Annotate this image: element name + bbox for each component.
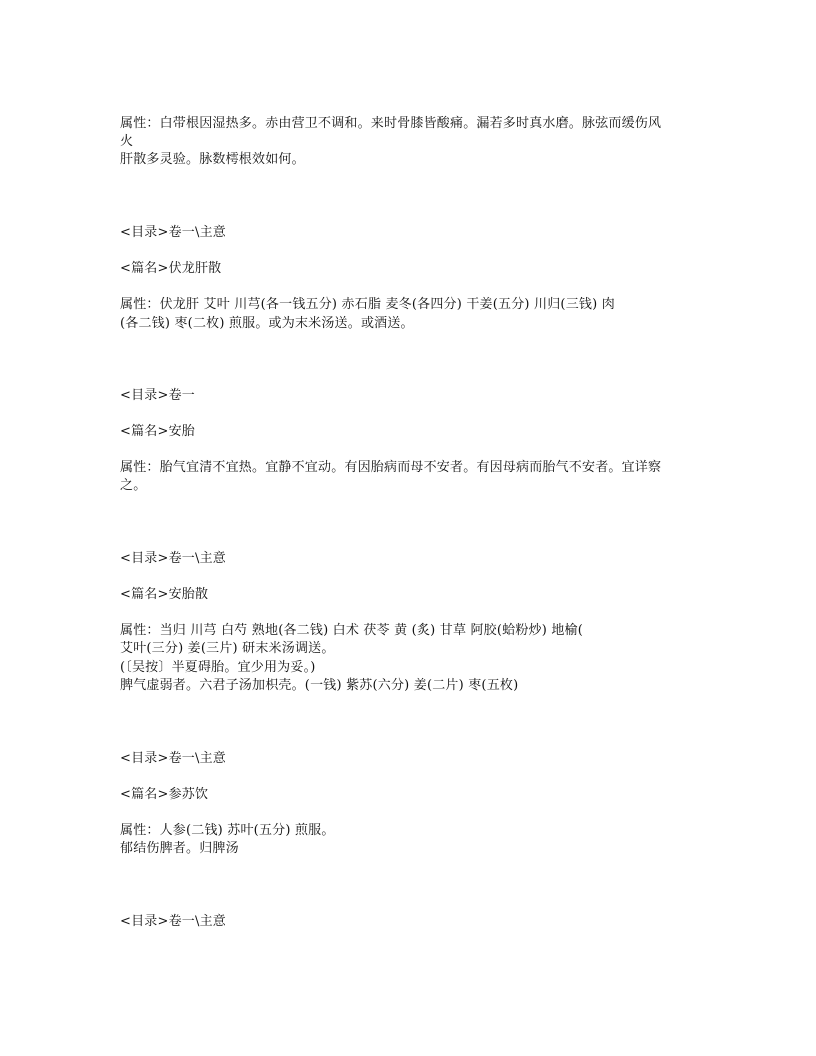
catalog-heading: <目录>卷一\主意 (120, 225, 226, 240)
catalog-heading: <目录>卷一\主意 (120, 914, 226, 929)
section-title: <篇名>安胎散 (120, 587, 209, 602)
attribute-line: 之。 (120, 478, 147, 493)
section-title: <篇名>安胎 (120, 424, 195, 439)
attribute-line: 属性：当归 川芎 白芍 熟地(各二钱) 白术 茯苓 黄 (炙) 甘草 阿胶(蛤粉炒) 地榆( (120, 623, 584, 638)
attribute-line: (各二钱) 枣(二枚) 煎服。或为末米汤送。或酒送。 (120, 316, 414, 331)
attribute-line: 艾叶(三分) 姜(三片) 研末米汤调送。 (120, 641, 335, 656)
attribute-line: 属性：白带根因湿热多。赤由营卫不调和。来时骨膝皆酸痛。漏若多时真水磨。脉弦而缓伤风 (120, 116, 662, 131)
attribute-line: 脾气虚弱者。六君子汤加枳壳。(一钱) 紫苏(六分) 姜(二片) 枣(五枚) (120, 678, 519, 693)
attribute-line: 属性：伏龙肝 艾叶 川芎(各一钱五分) 赤石脂 麦冬(各四分) 干姜(五分) 川归(三钱) 肉 (120, 297, 615, 312)
attribute-line: 郁结伤脾者。归脾汤 (120, 841, 239, 856)
attribute-line: (〔吴按〕半夏碍胎。宜少用为妥。) (120, 660, 316, 675)
attribute-line: 属性：胎气宜清不宜热。宜静不宜动。有因胎病而母不安者。有因母病而胎气不安者。宜详察 (120, 460, 662, 475)
section-title: <篇名>伏龙肝散 (120, 261, 222, 276)
catalog-heading: <目录>卷一\主意 (120, 551, 226, 566)
attribute-line: 属性：人参(二钱) 苏叶(五分) 煎服。 (120, 823, 335, 838)
attribute-line: 火 (120, 134, 134, 149)
attribute-line: 肝散多灵验。脉数樗根效如何。 (120, 152, 305, 167)
catalog-heading: <目录>卷一 (120, 388, 195, 403)
section-title: <篇名>参苏饮 (120, 787, 209, 802)
catalog-heading: <目录>卷一\主意 (120, 751, 226, 766)
